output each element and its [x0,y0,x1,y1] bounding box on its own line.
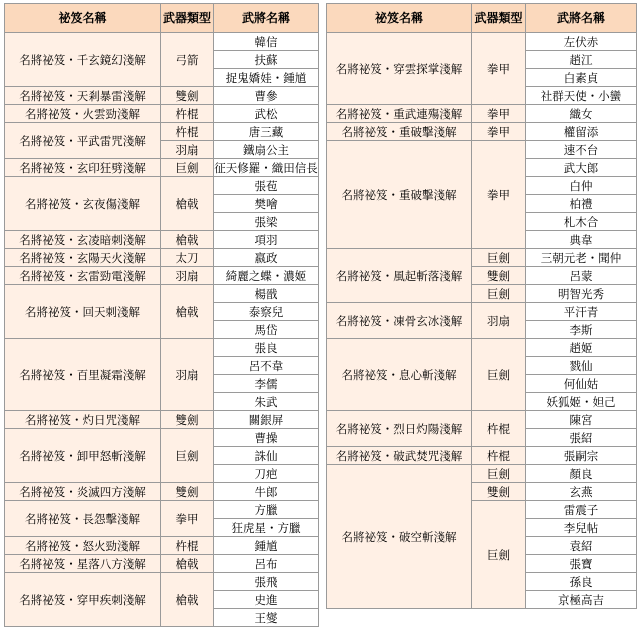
weapon-type-cell: 拳甲 [472,123,526,141]
weapon-type-cell: 槍戟 [161,177,214,231]
weapon-type-cell: 巨劍 [472,285,526,303]
weapon-type-cell: 拳甲 [472,105,526,123]
weapon-type-cell: 巨劍 [161,429,214,483]
weapon-type-cell: 巨劍 [161,159,214,177]
general-name-cell: 曹操 [214,429,319,447]
general-name-cell: 刀疤 [214,465,319,483]
weapon-type-cell: 杵棍 [161,123,214,141]
weapon-type-cell: 拳甲 [161,501,214,537]
skill-name-cell: 名將祕笈・百里凝霜淺解 [5,339,161,411]
table-row [5,177,319,195]
table-row [5,249,319,267]
general-name-cell: 社群天使・小蠻 [526,87,637,105]
general-name-cell: 趙江 [526,51,637,69]
general-name-cell: 袁紹 [526,537,637,555]
general-name-cell: 張梁 [214,213,319,231]
table-row [5,33,319,51]
weapon-type-cell: 雙劍 [161,411,214,429]
general-name-cell: 誅仙 [214,447,319,465]
header-weapon: 武器類型 [161,4,214,33]
weapon-type-cell: 杵棍 [472,447,526,465]
weapon-type-cell: 羽扇 [161,267,214,285]
skill-name-cell: 名將祕笈・重破擊淺解 [327,141,472,249]
skill-name-cell: 名將祕笈・平武雷咒淺解 [5,123,161,159]
general-name-cell: 左伏赤 [526,33,637,51]
weapon-type-cell: 巨劍 [472,249,526,267]
skill-name-cell: 名將祕笈・息心斬淺解 [327,339,472,411]
general-name-cell: 權留添 [526,123,637,141]
general-name-cell: 武大郎 [526,159,637,177]
table-row [327,465,637,483]
table-body [5,33,319,627]
header-general: 武將名稱 [214,4,319,33]
skill-name-cell: 名將祕笈・卸甲怒斬淺解 [5,429,161,483]
table-row [5,267,319,285]
general-name-cell: 白素貞 [526,69,637,87]
general-name-cell: 呂蒙 [526,267,637,285]
general-name-cell: 呂不韋 [214,357,319,375]
table-row [5,555,319,573]
skill-name-cell: 名將祕笈・穿雲探掌淺解 [327,33,472,105]
general-name-cell: 鐵扇公主 [214,141,319,159]
skill-name-cell: 名將祕笈・風起斬落淺解 [327,249,472,303]
weapon-type-cell: 巨劍 [472,339,526,411]
general-name-cell: 鍾馗 [214,537,319,555]
general-name-cell: 狂虎星・方臘 [214,519,319,537]
general-name-cell: 戮仙 [526,357,637,375]
weapon-type-cell: 巨劍 [472,501,526,609]
general-name-cell: 綺麗之蝶・濃姬 [214,267,319,285]
weapon-type-cell: 杵棍 [161,537,214,555]
header-row [327,4,637,33]
skill-table-left [4,3,319,627]
general-name-cell: 平汗青 [526,303,637,321]
table-row [327,105,637,123]
table-row [327,249,637,267]
general-name-cell: 征天修羅・織田信長 [214,160,318,175]
table-row [327,447,637,465]
table-row [5,429,319,447]
skill-name-cell: 名將祕笈・玄印狂劈淺解 [5,159,161,177]
table-row [5,87,319,105]
general-name-cell: 張良 [214,339,319,357]
skill-name-cell: 名將祕笈・玄雷勁電淺解 [5,267,161,285]
general-name-cell: 關銀屏 [214,411,319,429]
general-name-cell: 速不台 [526,141,637,159]
general-name-cell: 張紹 [526,429,637,447]
table-row [327,339,637,357]
skill-name-cell: 名將祕笈・重武連殤淺解 [327,105,472,123]
general-name-cell: 曹參 [214,87,319,105]
weapon-type-cell: 弓箭 [161,33,214,87]
skill-name-cell: 名將祕笈・玄夜傷淺解 [5,177,161,231]
skill-name-cell: 名將祕笈・灼日咒淺解 [5,411,161,429]
table-row [5,123,319,141]
table-body [327,33,637,609]
general-name-cell: 札木合 [526,213,637,231]
table-row [5,537,319,555]
header-weapon: 武器類型 [472,4,526,33]
general-name-cell: 楊戩 [214,285,319,303]
general-name-cell: 明智光秀 [526,285,637,303]
general-name-cell: 織女 [526,105,637,123]
general-name-cell: 捉鬼嬌娃・鍾馗 [214,69,319,87]
general-name-cell: 雷震子 [526,501,637,519]
skill-name-cell: 名將祕笈・千玄鏡幻淺解 [5,33,161,87]
general-name-cell: 樊噲 [214,195,319,213]
weapon-type-cell: 杵棍 [472,411,526,447]
weapon-type-cell: 太刀 [161,249,214,267]
general-name-cell: 方臘 [214,501,319,519]
skill-name-cell: 名將祕笈・炎滅四方淺解 [5,483,161,501]
skill-name-cell: 名將祕笈・穿甲疾刺淺解 [5,573,161,627]
general-name-cell: 史進 [214,591,319,609]
skill-name-cell: 名將祕笈・火雲勁淺解 [5,105,161,123]
general-name-cell: 顏良 [526,465,637,483]
weapon-type-cell: 羽扇 [472,303,526,339]
general-name-cell: 趙姬 [526,339,637,357]
general-name-cell: 嬴政 [214,249,319,267]
skill-name-cell: 名將祕笈・破武焚咒淺解 [327,447,472,465]
skill-name-cell: 名將祕笈・怒火勁淺解 [5,537,161,555]
weapon-type-cell: 羽扇 [161,339,214,411]
general-name-cell: 武松 [214,105,319,123]
weapon-type-cell: 拳甲 [472,141,526,249]
general-name-cell: 玄燕 [526,483,637,501]
skill-name-cell: 名將祕笈・破空斬淺解 [327,465,472,609]
skill-name-cell: 名將祕笈・烈日灼陽淺解 [327,411,472,447]
skill-name-cell: 名將祕笈・天剎暴雷淺解 [5,87,161,105]
skill-name-cell: 名將祕笈・玄陽天火淺解 [5,249,161,267]
table-row [5,573,319,591]
general-name-cell: 呂布 [214,555,319,573]
skill-name-cell: 名將祕笈・星落八方淺解 [5,555,161,573]
table-row [5,105,319,123]
weapon-type-cell: 雙劍 [161,87,214,105]
header-general: 武將名稱 [526,4,637,33]
table-row [5,231,319,249]
general-name-cell: 朱武 [214,393,319,411]
general-name-cell: 李斯 [526,321,637,339]
general-name-cell: 柏禮 [526,195,637,213]
general-name-cell: 韓信 [214,33,319,51]
table-row [5,339,319,357]
general-name-cell: 典韋 [526,231,637,249]
table-row [327,411,637,429]
table-row [327,141,637,159]
skill-name-cell: 名將祕笈・回天刺淺解 [5,285,161,339]
weapon-type-cell: 雙劍 [472,483,526,501]
weapon-type-cell: 槍戟 [161,555,214,573]
weapon-type-cell: 槍戟 [161,285,214,339]
general-name-cell: 何仙姑 [526,375,637,393]
skill-table-right [326,3,637,609]
skill-name-cell: 名將祕笈・玄凌暗刺淺解 [5,231,161,249]
general-name-cell: 張嗣宗 [526,447,637,465]
general-name-cell: 馬岱 [214,321,319,339]
weapon-type-cell: 巨劍 [472,465,526,483]
general-name-cell: 李兒帖 [526,519,637,537]
weapon-type-cell: 拳甲 [472,33,526,105]
general-name-cell: 李儒 [214,375,319,393]
weapon-type-cell: 杵棍 [161,105,214,123]
table-row [5,411,319,429]
general-name-cell: 京極高吉 [526,591,637,609]
general-name-cell: 孫良 [526,573,637,591]
header-skill: 祕笈名稱 [5,4,161,33]
skill-name-cell: 名將祕笈・長怨擊淺解 [5,501,161,537]
table-row [327,123,637,141]
header-skill: 祕笈名稱 [327,4,472,33]
general-name-cell: 張苞 [214,177,319,195]
header-row [5,4,319,33]
table-row [327,33,637,51]
general-name-cell: 王燮 [214,609,319,627]
general-name-cell: 牛郎 [214,483,319,501]
general-name-cell: 扶蘇 [214,51,319,69]
weapon-type-cell: 雙劍 [472,267,526,285]
table-row [5,285,319,303]
general-name-cell: 張寶 [526,555,637,573]
weapon-type-cell: 雙劍 [161,483,214,501]
skill-name-cell: 名將祕笈・凍骨玄冰淺解 [327,303,472,339]
table-row [5,501,319,519]
general-name-cell: 泰察兒 [214,303,319,321]
general-name-cell: 項羽 [214,231,319,249]
table-row [327,303,637,321]
general-name-cell: 陳宮 [526,411,637,429]
weapon-type-cell: 槍戟 [161,231,214,249]
weapon-type-cell: 羽扇 [161,141,214,159]
general-name-cell: 唐三藏 [214,123,319,141]
general-name-cell: 張飛 [214,573,319,591]
weapon-type-cell: 槍戟 [161,573,214,627]
general-name-cell: 妖狐姬・妲己 [526,393,637,411]
skill-name-cell: 名將祕笈・重破擊淺解 [327,123,472,141]
table-row [5,159,319,177]
table-row [5,483,319,501]
general-name-cell: 白仲 [526,177,637,195]
general-name-cell: 三朝元老・聞仲 [526,249,637,267]
